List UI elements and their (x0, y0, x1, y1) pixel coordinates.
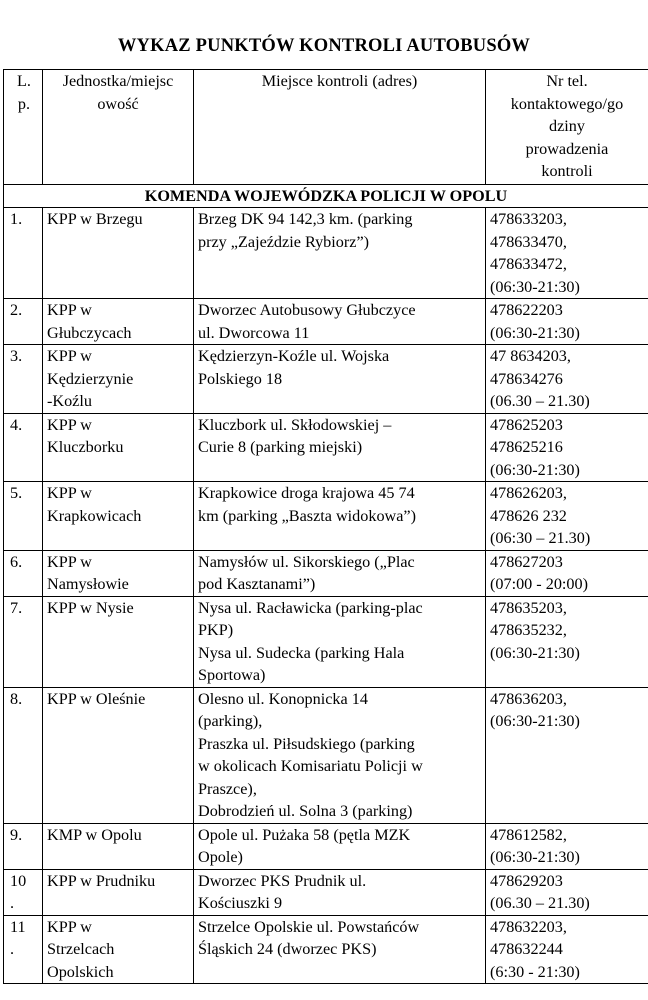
row-phone: 478622203 (06:30-21:30) (486, 299, 648, 345)
table-row (4, 550, 648, 596)
row-lp: 8. (4, 687, 43, 823)
row-place: Kluczbork ul. Skłodowskiej – Curie 8 (parking miejski) (194, 413, 486, 482)
control-points-table (3, 69, 648, 984)
row-place: Dworzec Autobusowy Głubczyce ul. Dworcowa 11 (194, 299, 486, 345)
row-unit: KPP w Oleśnie (43, 687, 194, 823)
header-unit: Jednostka/miejsc owość (43, 70, 194, 185)
row-lp: 5. (4, 482, 43, 551)
row-phone: 47 8634203, 478634276 (06.30 – 21.30) (486, 345, 648, 414)
section-title: KOMENDA WOJEWÓDZKA POLICJI W OPOLU (4, 184, 648, 208)
row-phone: 478612582, (06:30-21:30) (486, 823, 648, 869)
page-title: WYKAZ PUNKTÓW KONTROLI AUTOBUSÓW (117, 36, 531, 56)
row-place: Kędzierzyn-Koźle ul. Wojska Polskiego 18 (194, 345, 486, 414)
row-unit: KPP w Krapkowicach (43, 482, 194, 551)
row-unit: KPP w Kędzierzynie -Koźlu (43, 345, 194, 414)
row-place: Opole ul. Pużaka 58 (pętla MZK Opole) (194, 823, 486, 869)
row-lp: 11 . (4, 915, 43, 984)
row-lp: 10 . (4, 869, 43, 915)
header-place: Miejsce kontroli (adres) (194, 70, 486, 185)
row-place: Krapkowice droga krajowa 45 74 km (parking „Baszta widokowa”) (194, 482, 486, 551)
table-row (4, 413, 648, 482)
row-lp: 1. (4, 208, 43, 299)
header-lp: L. p. (4, 70, 43, 185)
row-phone: 478633203, 478633470, 478633472, (06:30-21:30) (486, 208, 648, 299)
row-place: Strzelce Opolskie ul. Powstańców Śląskich 24 (dworzec PKS) (194, 915, 486, 984)
table-row (4, 345, 648, 414)
row-lp: 3. (4, 345, 43, 414)
table-row (4, 915, 648, 984)
row-unit: KPP w Prudniku (43, 869, 194, 915)
row-lp: 4. (4, 413, 43, 482)
header-phone: Nr tel. kontaktowego/go dziny prowadzenia kontroli (486, 70, 648, 185)
row-unit: KPP w Strzelcach Opolskich (43, 915, 194, 984)
row-phone: 478626203, 478626 232 (06:30 – 21.30) (486, 482, 648, 551)
row-place: Brzeg DK 94 142,3 km. (parking przy „Zajeździe Rybiorz”) (194, 208, 486, 299)
table-row (4, 208, 648, 299)
row-phone: 478636203, (06:30-21:30) (486, 687, 648, 823)
table-row (4, 869, 648, 915)
row-unit: KPP w Kluczborku (43, 413, 194, 482)
row-place: Nysa ul. Racławicka (parking-plac PKP) Nysa ul. Sudecka (parking Hala Sportowa) (194, 596, 486, 687)
row-phone: 478632203, 478632244 (6:30 - 21:30) (486, 915, 648, 984)
row-place: Olesno ul. Konopnicka 14 (parking), Praszka ul. Piłsudskiego (parking w okolicach Komisariatu Policji w Praszce), Dobrodzień ul. Solna 3 (parking) (194, 687, 486, 823)
table-row (4, 299, 648, 345)
section-row (4, 184, 648, 208)
table-row (4, 823, 648, 869)
row-unit: KPP w Nysie (43, 596, 194, 687)
row-lp: 9. (4, 823, 43, 869)
table-row (4, 596, 648, 687)
row-lp: 2. (4, 299, 43, 345)
row-lp: 6. (4, 550, 43, 596)
table-header-row (4, 70, 648, 185)
row-place: Namysłów ul. Sikorskiego („Plac pod Kasztanami”) (194, 550, 486, 596)
row-place: Dworzec PKS Prudnik ul. Kościuszki 9 (194, 869, 486, 915)
row-unit: KPP w Głubczycach (43, 299, 194, 345)
row-phone: 478627203 (07:00 - 20:00) (486, 550, 648, 596)
row-lp: 7. (4, 596, 43, 687)
row-unit: KPP w Brzegu (43, 208, 194, 299)
row-unit: KPP w Namysłowie (43, 550, 194, 596)
row-unit: KMP w Opolu (43, 823, 194, 869)
row-phone: 478635203, 478635232, (06:30-21:30) (486, 596, 648, 687)
table-row (4, 482, 648, 551)
row-phone: 478625203 478625216 (06:30-21:30) (486, 413, 648, 482)
table-row (4, 687, 648, 823)
row-phone: 478629203 (06.30 – 21.30) (486, 869, 648, 915)
